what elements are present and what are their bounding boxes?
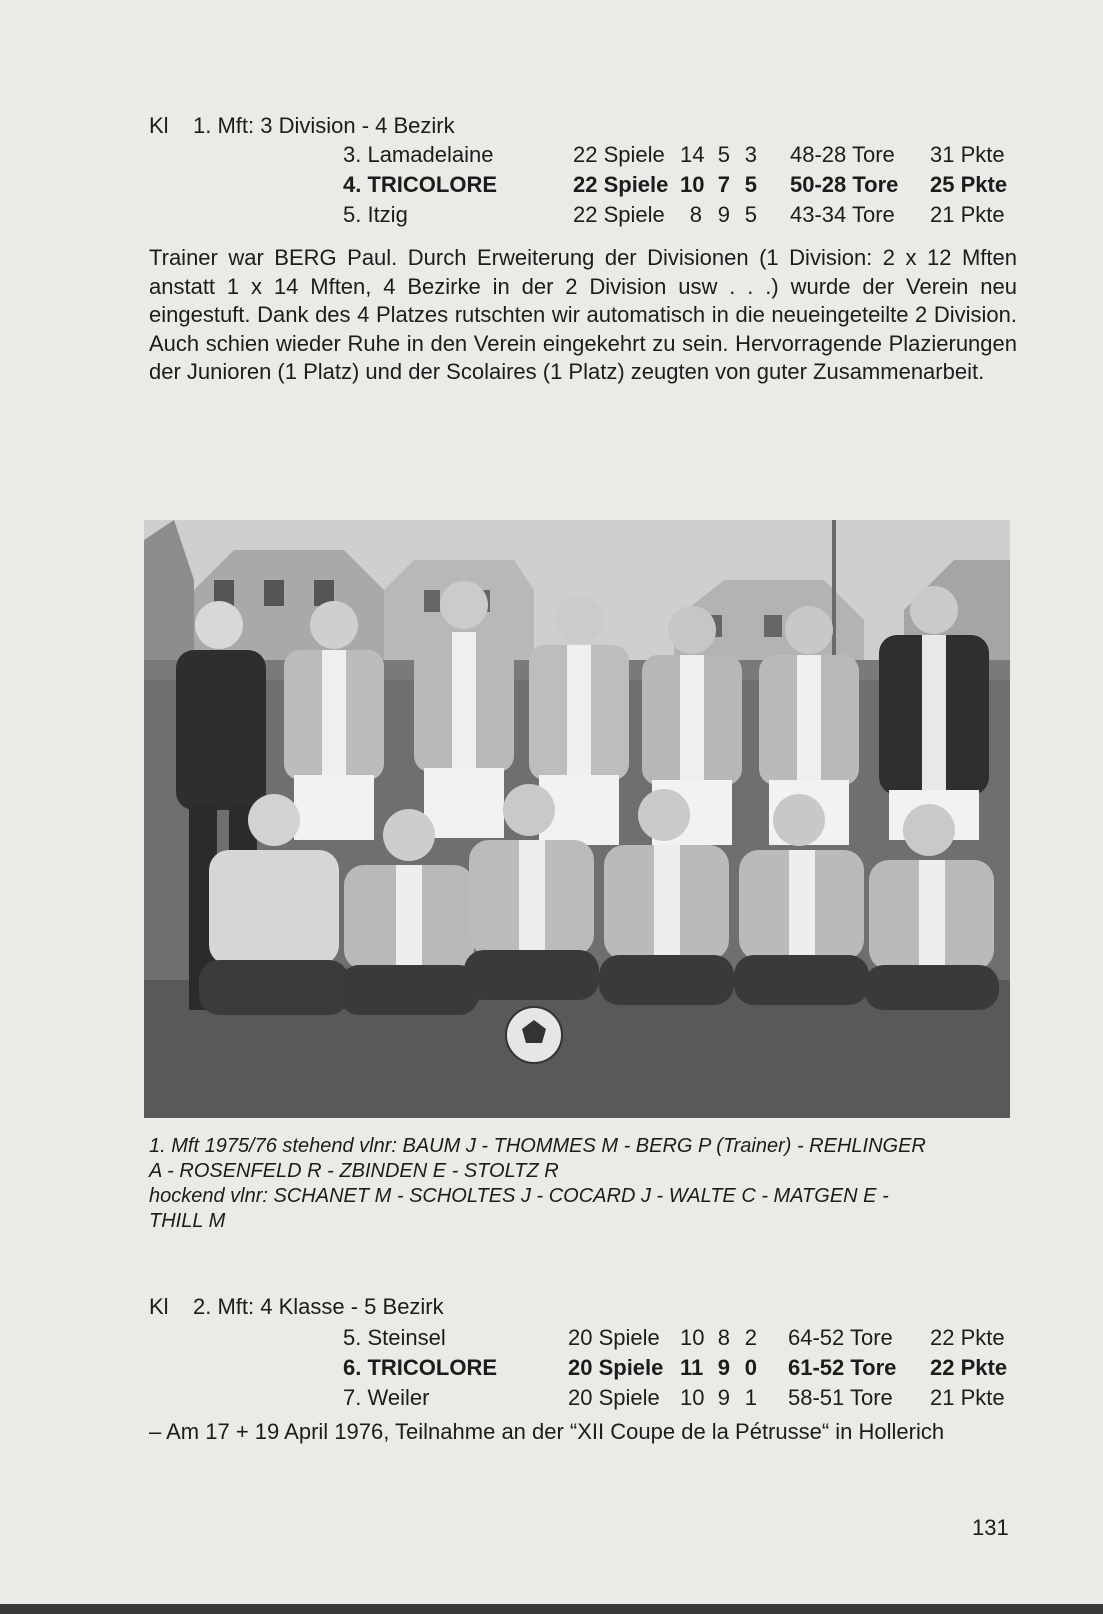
- scan-edge: [0, 1604, 1103, 1614]
- section1-heading: [149, 112, 455, 140]
- section2-heading-text: 2. Mft: 4 Klasse - 5 Bezirk: [193, 1294, 444, 1319]
- section1-kl: Kl: [149, 113, 169, 138]
- football: [506, 1007, 562, 1063]
- section2-kl: Kl: [149, 1294, 169, 1319]
- page-number: 131: [972, 1515, 1009, 1540]
- photo-caption: 1. Mft 1975/76 stehend vlnr: BAUM J - THOMMES M - BERG P (Trainer) - REHLINGER A - ROSENFELD R - ZBINDEN E - STOLTZ R hockend vlnr: SCHANET M - SCHOLTES J - COCARD J - WALTE C - MATGEN E - THILL M: [149, 1135, 926, 1232]
- team-photo: [144, 520, 1010, 1118]
- section1-heading-text: 1. Mft: 3 Division - 4 Bezirk: [193, 113, 455, 138]
- section2-paragraph: – Am 17 + 19 April 1976, Teilnahme an der “XII Coupe de la Pétrusse“ in Hollerich: [149, 1419, 945, 1444]
- document-page: Kl 1. Mft: 3 Division - 4 Bezirk 3. Lamadelaine 22 Spiele 14 5 3 48-28 Tore 31 Pkte 4. TRICOLORE 22 Spiele 10 7 5 50-28 Tore 25 Pkte 5. Itzig 22 Spiele 8 9 5 43-34 Tore 21 Pkte Trainer war BERG Paul. Durch Erweiterung der Divisionen (1 Division: 2 x 12 Mften anstatt 1 x 14 Mften, 4 Bezirke in der 2 Division usw . . .) wurde der Verein neu eingestuft. Dank des 4 Platzes rutschten wir automatisch in die neueingeteilte 2 Division. Auch schien wieder Ruhe in den Verein eingekehrt zu sein. Hervorragende Plazierungen der Junioren (1 Platz) und der Scolaires (1 Platz) zeugten von guter Zusammenarbeit. 1. Mft 1975/76 stehend vlnr: BAUM J - THOMMES M - BERG P (Trainer) - REHLINGER A - ROSENFELD R - ZBINDEN E - STOLTZ R hockend vlnr: SCHANET M - SCHOLTES J - COCARD J - WALTE C - MATGEN E - THILL M Kl 2. Mft: 4 Klasse - 5 Bezirk 5. Steinsel 20 Spiele 10 8 2 64-52 Tore 22 Pkte 6. TRICOLORE 20 Spiele 11 9 0 61-52 Tore 22 Pkte 7. Weiler 20 Spiele 10 9 1 58-51 Tore 21 Pkte – Am 17 + 19 April 1976, Teilnahme an der “XII Coupe de la Pétrusse“ in Hollerich 131: [0, 0, 1103, 1614]
- team-photo-graphic: [144, 520, 1010, 1118]
- section1-paragraph: Trainer war BERG Paul. Durch Erweiterung der Divisionen (1 Division: 2 x 12 Mften anstatt 1 x 14 Mften, 4 Bezirke in der 2 Division usw . . .) wurde der Verein neu eingestuft. Dank des 4 Platzes rutschten wir automatisch in die neueingeteilte 2 Division. Auch schien wieder Ruhe in den Verein eingekehrt zu sein. Hervorragende Plazierungen der Junioren (1 Platz) und der Scolaires (1 Platz) zeugten von guter Zusammenarbeit.: [149, 245, 1017, 385]
- section2-heading: [149, 1293, 444, 1321]
